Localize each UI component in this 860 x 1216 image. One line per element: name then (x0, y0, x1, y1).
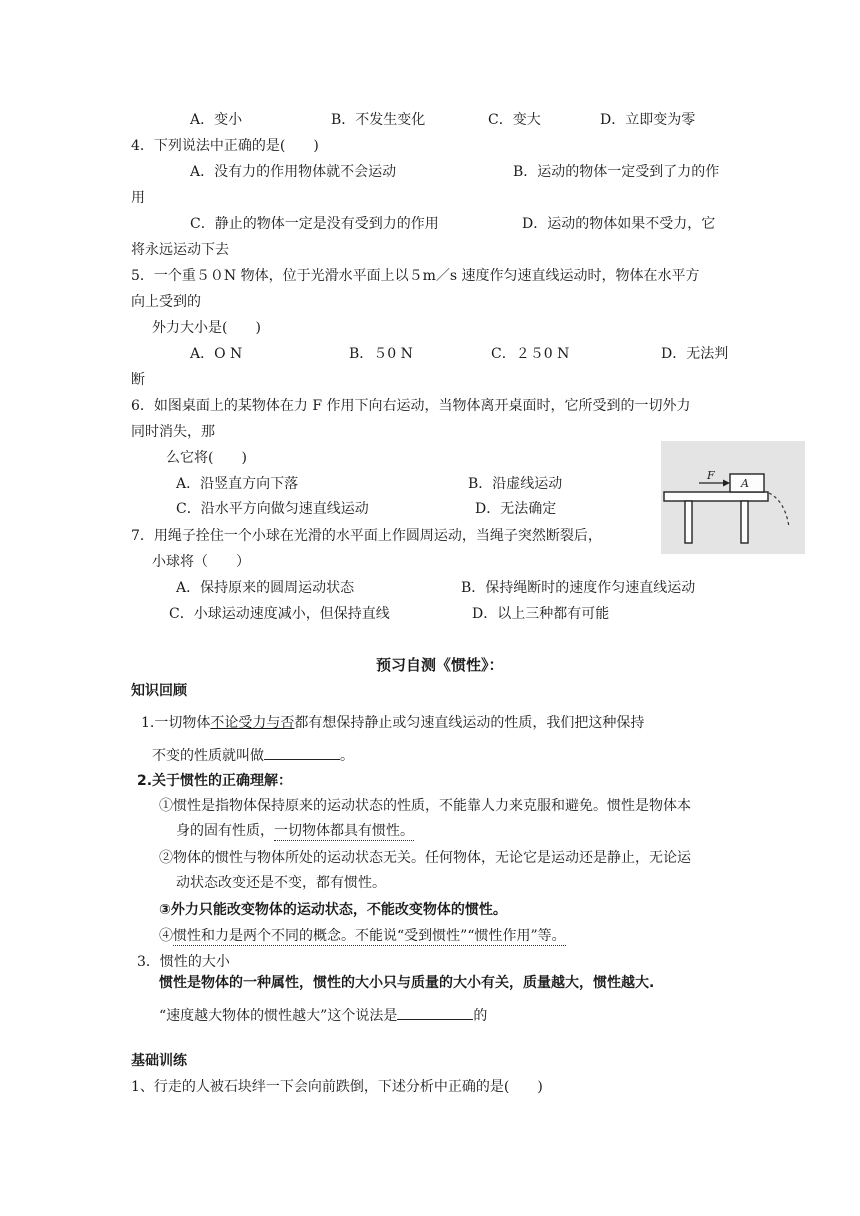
q7-option-c: C．小球运动速度减小，但保持直线 (169, 606, 390, 622)
q5-option-d: D．无法判 (661, 346, 729, 362)
q7-option-a: A．保持原来的圆周运动状态 (176, 580, 355, 596)
q6-stem-line3: 么它将( ) (166, 450, 247, 466)
q4-option-d-wrap: 将永远运动下去 (131, 242, 229, 258)
table-force-figure (661, 441, 805, 554)
basic-q1: 1、行走的人被石块绊一下会向前跌倒，下述分析中正确的是( ) (131, 1079, 543, 1095)
answer-blank[interactable] (264, 745, 340, 760)
q3-option-a: A．变小 (190, 112, 243, 128)
q5-option-d-wrap: 断 (131, 372, 145, 388)
q7-stem-line1: 7．用绳子拴住一个小球在光滑的水平面上作圆周运动，当绳子突然断裂后， (131, 528, 602, 544)
q6-stem-line2: 同时消失，那 (131, 424, 215, 440)
review-heading: 知识回顾 (131, 683, 187, 699)
q5-option-c: C．２５0 N (491, 346, 570, 362)
review-p2-item2-line1: ②物体的惯性与物体所处的运动状态无关。任何物体，无论它是运动还是静止，无论运 (159, 850, 691, 866)
q4-option-a: A．没有力的作用物体就不会运动 (190, 164, 397, 180)
review-p2-item3: ③外力只能改变物体的运动状态，不能改变物体的惯性。 (159, 902, 507, 918)
review-p3-question: “速度越大物体的惯性越大”这个说法是 的 (159, 1005, 487, 1025)
dotted-phrase: 惯性和力是两个不同的概念。不能说“受到惯性”“惯性作用”等。 (173, 928, 566, 944)
review-p1-line1: 1.一切物体不论受力与否都有想保持静止或匀速直线运动的性质，我们把这种保持 (141, 715, 645, 731)
review-p2-item4: ④惯性和力是两个不同的概念。不能说“受到惯性”“惯性作用”等。 (159, 928, 566, 944)
q4-option-d: D．运动的物体如果不受力，它 (522, 216, 716, 232)
q5-stem-line2: 向上受到的 (131, 294, 201, 310)
underlined-phrase: 不论受力与否 (210, 715, 295, 731)
review-p2-item1-line2: 身的固有性质，一切物体都具有惯性。 (176, 823, 414, 839)
q3-option-b: B．不发生变化 (331, 112, 426, 128)
figure-drawing (661, 441, 805, 554)
dotted-phrase: 一切物体都具有惯性。 (274, 823, 414, 839)
q3-option-d: D．立即变为零 (600, 112, 696, 128)
section-title: 预习自测《惯性》： (376, 656, 504, 674)
q3-option-c: C．变大 (488, 112, 541, 128)
q6-option-c: C．沿水平方向做匀速直线运动 (176, 501, 369, 517)
q4-option-c: C．静止的物体一定是没有受到力的作用 (190, 216, 439, 232)
q7-option-b: B．保持绳断时的速度作匀速直线运动 (461, 580, 696, 596)
q7-option-d: D．以上三种都有可能 (472, 606, 610, 622)
review-p2-item1-line1: ①惯性是指物体保持原来的运动状态的性质，不能靠人力来克服和避免。惯性是物体本 (159, 798, 691, 814)
q6-option-d: D．无法确定 (475, 501, 557, 517)
q5-option-b: B．５0 N (349, 346, 413, 362)
q7-stem-line2: 小球将（ ） (152, 554, 250, 570)
review-p2-item2-line2: 动状态改变还是不变，都有惯性。 (176, 875, 386, 891)
q6-option-b: B．沿虚线运动 (468, 476, 563, 492)
q4-stem: 4．下列说法中正确的是( ) (131, 138, 319, 154)
basic-heading: 基础训练 (131, 1053, 187, 1069)
review-p2-heading: 2.关于惯性的正确理解： (137, 773, 293, 789)
force-label: F (707, 469, 715, 482)
q6-option-a: A．沿竖直方向下落 (176, 476, 299, 492)
answer-blank[interactable] (397, 1005, 473, 1020)
q6-stem-line1: 6．如图桌面上的某物体在力 F 作用下向右运动，当物体离开桌面时，它所受到的一切外力 (131, 398, 691, 414)
review-p1-line2: 不变的性质就叫做 。 (152, 745, 354, 765)
block-label: A (741, 477, 749, 490)
review-p3-statement: 惯性是物体的一种属性，惯性的大小只与质量的大小有关，质量越大，惯性越大. (159, 975, 655, 991)
q5-stem-line1: 5．一个重５０N 物体，位于光滑水平面上以５m／s 速度作匀速直线运动时，物体在水平方 (131, 268, 700, 284)
q4-option-b-wrap: 用 (131, 190, 145, 206)
review-p3-heading: 3．惯性的大小 (137, 954, 230, 970)
q5-option-a: A．O N (190, 346, 243, 362)
q5-stem-line3: 外力大小是( ) (152, 320, 261, 336)
q4-option-b: B．运动的物体一定受到了力的作 (513, 164, 720, 180)
